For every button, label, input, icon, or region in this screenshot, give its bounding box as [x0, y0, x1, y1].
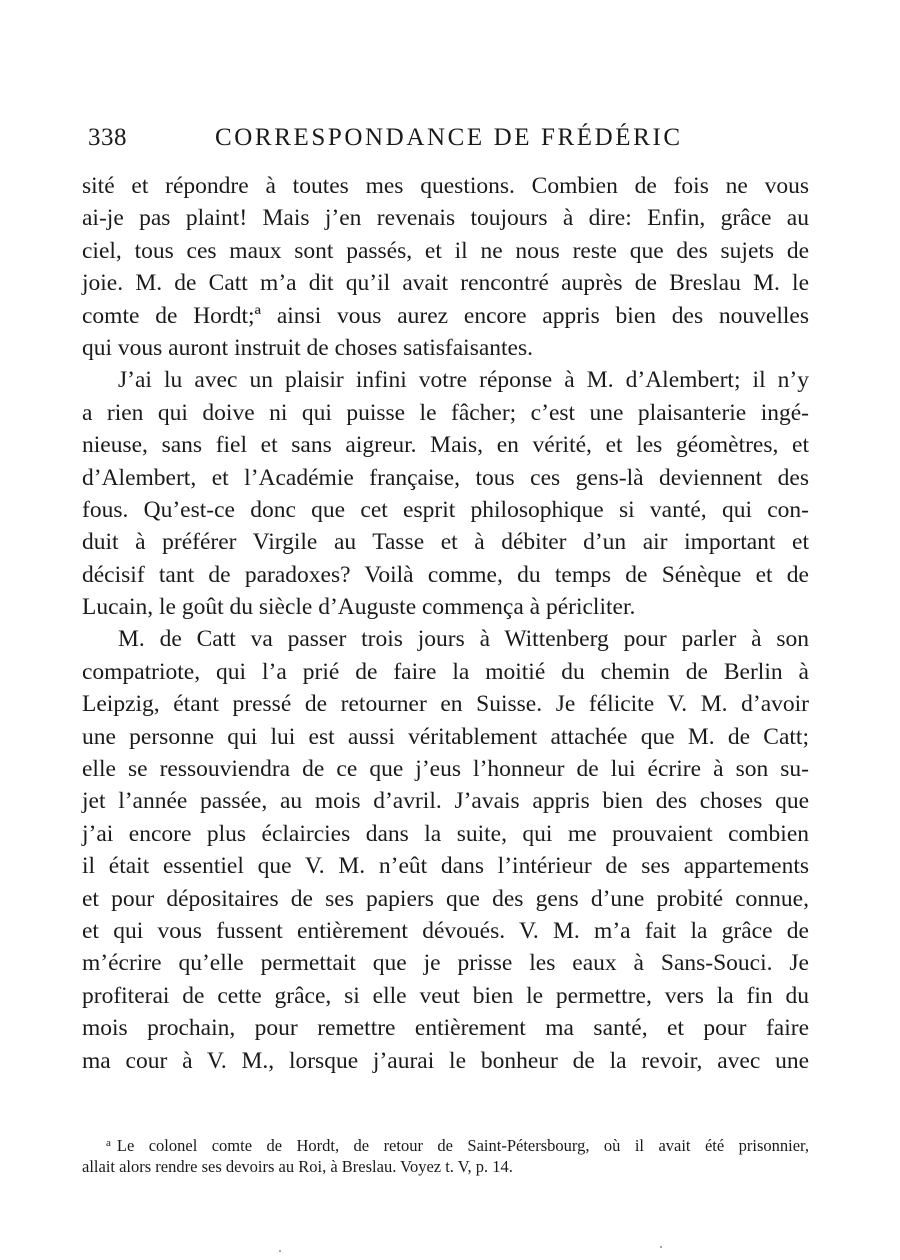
- text-line: fous. Qu’est-ce donc que cet esprit philosophique si vanté, qui con-: [82, 496, 809, 523]
- paper-speck: [660, 1246, 662, 1248]
- text-line: elle se ressouviendra de ce que j’eus l’honneur de lui écrire à son su-: [82, 756, 809, 783]
- text-line: M. de Catt va passer trois jours à Wittenberg pour parler à son: [118, 626, 809, 653]
- footnote: [82, 1131, 809, 1179]
- text-line: d’Alembert, et l’Académie française, tous ces gens-là deviennent des: [82, 464, 809, 491]
- text-line: J’ai lu avec un plaisir infini votre réponse à M. d’Alembert; il n’y: [118, 367, 809, 394]
- text-line: j’ai encore plus éclaircies dans la suite, qui me prouvaient combien: [82, 820, 809, 847]
- text-line: il était essentiel que V. M. n’eût dans l’intérieur de ses appartements: [82, 853, 809, 880]
- text-line: joie. M. de Catt m’a dit qu’il avait rencontré auprès de Breslau M. le: [82, 270, 809, 297]
- text-line: Lucain, le goût du siècle d’Auguste commença à péricliter.: [82, 594, 636, 621]
- footnote-text: Le colonel comte de Hordt, de retour de Saint-Pétersbourg, où il avait été prisonnier,: [116, 1136, 809, 1155]
- text-line: Leipzig, étant pressé de retourner en Suisse. Je félicite V. M. d’avoir: [82, 691, 809, 718]
- text-line: nieuse, sans fiel et sans aigreur. Mais, en vérité, et les géomètres, et: [82, 432, 809, 459]
- text-line: compatriote, qui l’a prié de faire la moitié du chemin de Berlin à: [82, 658, 809, 685]
- footnote-line: allait alors rendre ses devoirs au Roi, à Breslau. Voyez t. V, p. 14.: [82, 1157, 513, 1176]
- footnote-line: [82, 1131, 809, 1155]
- text-line: décisif tant de paradoxes? Voilà comme, du temps de Sénèque et de: [82, 561, 809, 588]
- page-number: 338: [88, 124, 127, 151]
- text-line: a rien qui doive ni qui puisse le fâcher; c’est une plaisanterie ingé-: [82, 399, 809, 426]
- text-line: ma cour à V. M., lorsque j’aurai le bonheur de la revoir, avec une: [82, 1047, 809, 1074]
- body-text: [82, 170, 809, 1077]
- footnote-marker: a: [106, 1137, 111, 1149]
- text-line: m’écrire qu’elle permettait que je prisse les eaux à Sans-Souci. Je: [82, 950, 809, 977]
- text-line: comte de Hordt;ª ainsi vous aurez encore appris bien des nouvelles: [82, 302, 809, 329]
- text-line: mois prochain, pour remettre entièrement ma santé, et pour faire: [82, 1015, 809, 1042]
- text-line: et qui vous fussent entièrement dévoués. V. M. m’a fait la grâce de: [82, 917, 809, 944]
- text-line: sité et répondre à toutes mes questions. Combien de fois ne vous: [82, 173, 809, 199]
- text-line: profiterai de cette grâce, si elle veut bien le permettre, vers la fin du: [82, 982, 809, 1009]
- text-line: et pour dépositaires de ses papiers que des gens d’une probité connue,: [82, 885, 809, 912]
- text-line: ai-je pas plaint! Mais j’en revenais toujours à dire: Enfin, grâce au: [82, 205, 809, 232]
- text-line: duit à préférer Virgile au Tasse et à débiter d’un air important et: [82, 529, 809, 556]
- text-line: qui vous auront instruit de choses satisfaisantes.: [82, 334, 533, 361]
- text-line: une personne qui lui est aussi véritablement attachée que M. de Catt;: [82, 723, 809, 750]
- text-line: ciel, tous ces maux sont passés, et il ne nous reste que des sujets de: [82, 237, 809, 264]
- paper-speck: [279, 1250, 281, 1252]
- text-line: jet l’année passée, au mois d’avril. J’avais appris bien des choses que: [82, 788, 809, 815]
- running-head: CORRESPONDANCE DE FRÉDÉRIC: [215, 124, 683, 151]
